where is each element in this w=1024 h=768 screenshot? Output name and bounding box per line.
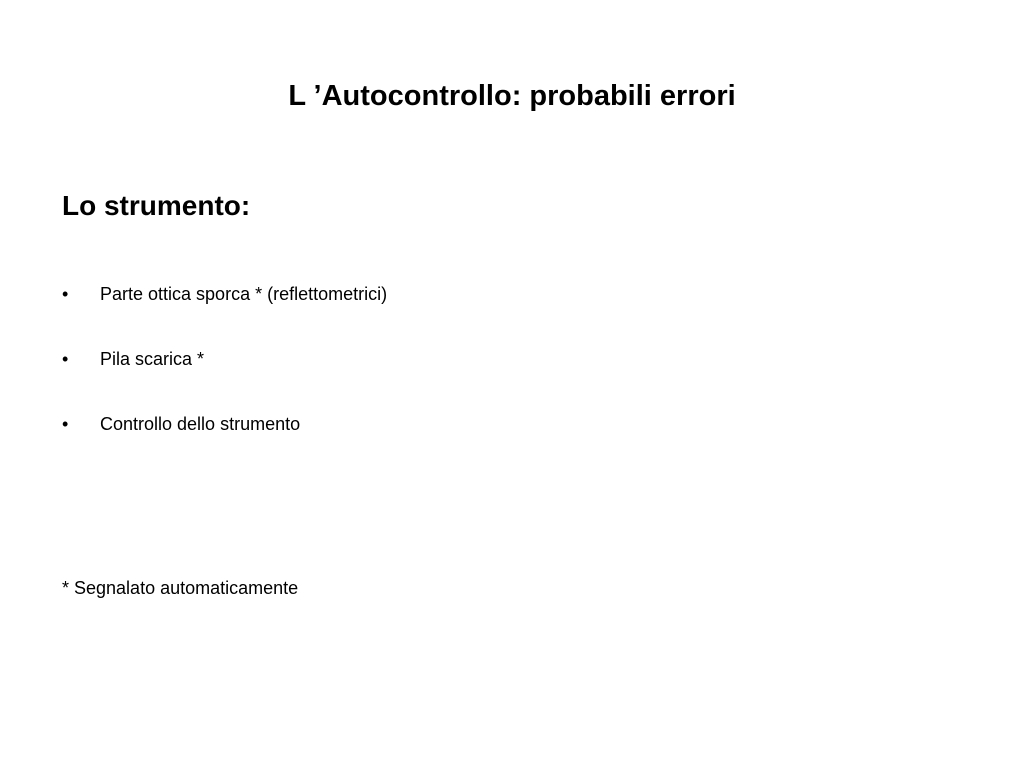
bullet-icon: • bbox=[62, 284, 69, 304]
slide-title: L ’Autocontrollo: probabili errori bbox=[288, 80, 736, 112]
bullet-icon: • bbox=[62, 349, 69, 369]
bullet-text: Pila scarica * bbox=[100, 349, 205, 369]
section-heading: Lo strumento: bbox=[62, 190, 251, 221]
footnote: * Segnalato automaticamente bbox=[62, 578, 299, 598]
bullet-text: Parte ottica sporca * (reflettometrici) bbox=[100, 284, 388, 304]
bullet-text: Controllo dello strumento bbox=[100, 414, 301, 434]
bullet-icon: • bbox=[62, 414, 69, 434]
